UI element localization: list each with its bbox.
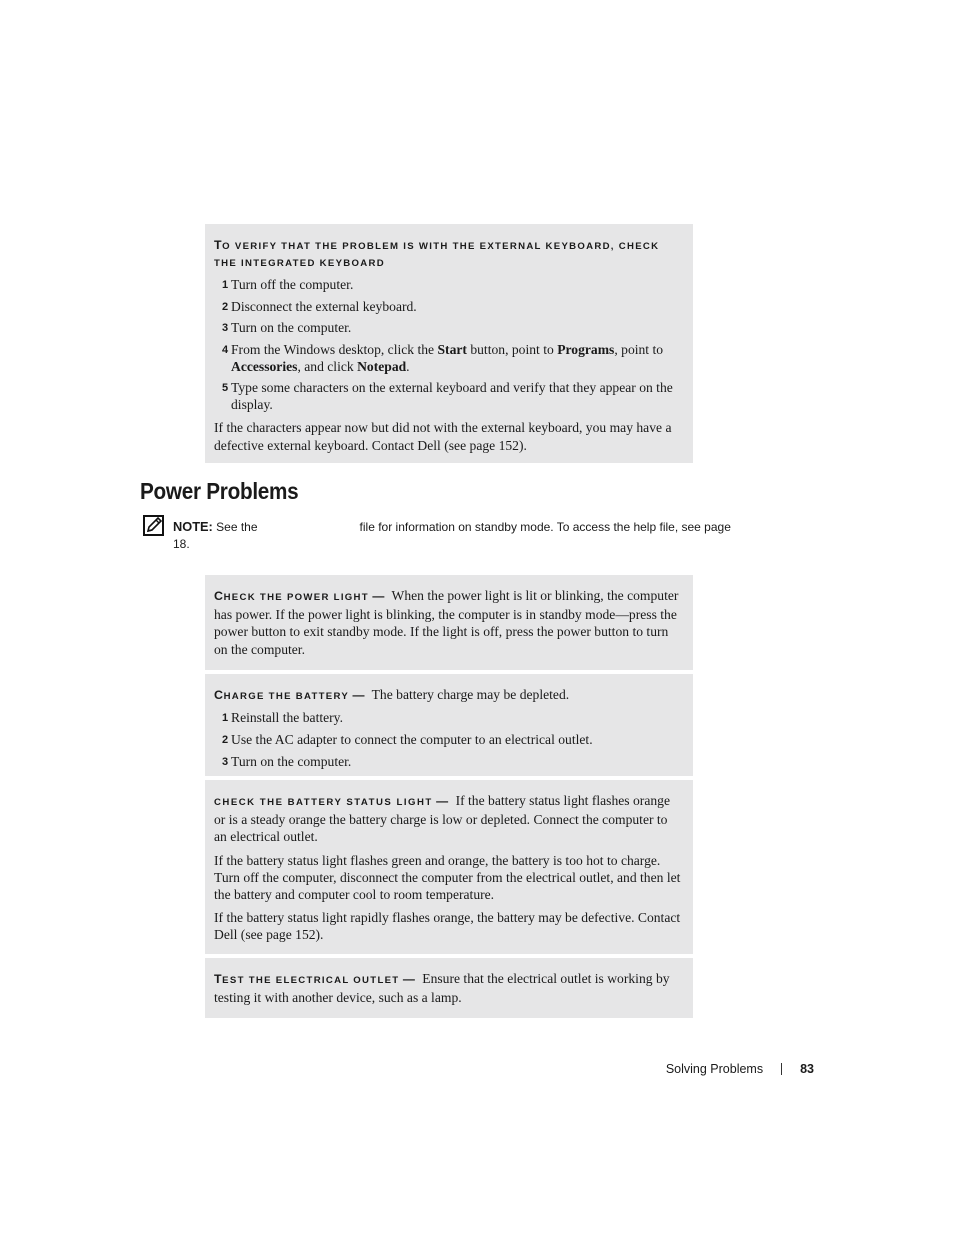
- battery-status-text: CHECK THE BATTERY STATUS LIGHT — If the battery status light flashes orange or is a steady orange the battery charge is low or depleted. Connect the computer to an electrical outlet.: [214, 793, 670, 845]
- electrical-outlet-text: TEST THE ELECTRICAL OUTLET — Ensure that the electrical outlet is working by testing it with another device, such as a lamp.: [214, 971, 670, 1006]
- list-item: 1 Turn off the computer.: [222, 277, 354, 292]
- page-number: 83: [800, 1062, 814, 1076]
- keyboard-check-heading: TO VERIFY THAT THE PROBLEM IS WITH THE EXTERNAL KEYBOARD, CHECK THE INTEGRATED KEYBOARD: [214, 238, 660, 269]
- charge-battery-text: CHARGE THE BATTERY — The battery charge may be depleted.: [214, 687, 570, 702]
- electrical-outlet-box: [205, 958, 693, 1018]
- charge-battery-box: [205, 674, 693, 776]
- keyboard-check-box: [205, 224, 693, 463]
- electrical-outlet-heading: TEST THE ELECTRICAL OUTLET: [214, 972, 400, 986]
- list-item: 5 Type some characters on the external keyboard and verify that they appear on the display.: [222, 380, 673, 413]
- list-item: 2 Disconnect the external keyboard.: [222, 298, 417, 314]
- list-item: 3 Turn on the computer.: [222, 320, 352, 336]
- note-text: NOTE: See the file for information on standby mode. To access the help file, see page 18.: [173, 519, 731, 551]
- power-light-heading: CHECK THE POWER LIGHT: [214, 589, 369, 603]
- power-light-text: CHECK THE POWER LIGHT — When the power light is lit or blinking, the computer has power. If the power light is blinking, the computer is in standby mode—press the power button to exit standby mode. If the light is off, press the power button to turn on the computer.: [214, 588, 679, 657]
- footer-section: Solving Problems: [665, 1062, 764, 1076]
- list-item: 3 Turn on the computer.: [222, 753, 352, 769]
- list-item: 4 From the Windows desktop, click the Start button, point to Programs, point to Accessories, and click Notepad.: [222, 342, 664, 375]
- list-item: 2 Use the AC adapter to connect the computer to an electrical outlet.: [222, 731, 593, 747]
- battery-status-heading: CHECK THE BATTERY STATUS LIGHT: [214, 797, 433, 808]
- power-light-box: [205, 575, 693, 670]
- page-title: Power Problems: [140, 478, 299, 504]
- battery-status-para-3: If the battery status light rapidly flashes orange, the battery may be defective. Contact Dell (see page 152).: [214, 910, 681, 943]
- keyboard-check-closing: If the characters appear now but did not with the external keyboard, you may have a defective external keyboard. Contact Dell (see page 152).: [214, 420, 672, 453]
- charge-battery-heading: CHARGE THE BATTERY: [214, 688, 350, 702]
- footer-divider: [781, 1063, 782, 1075]
- note-label: NOTE:: [173, 519, 213, 534]
- page-footer: [600, 1062, 814, 1076]
- battery-status-box: [205, 780, 693, 954]
- note-pencil-icon: [143, 515, 164, 536]
- list-item: 1 Reinstall the battery.: [222, 710, 343, 726]
- battery-status-para-2: If the battery status light flashes green and orange, the battery is too hot to charge. Turn off the computer, disconnect the computer from the electrical outlet, and then let the battery and computer cool to room temperature.: [214, 852, 681, 903]
